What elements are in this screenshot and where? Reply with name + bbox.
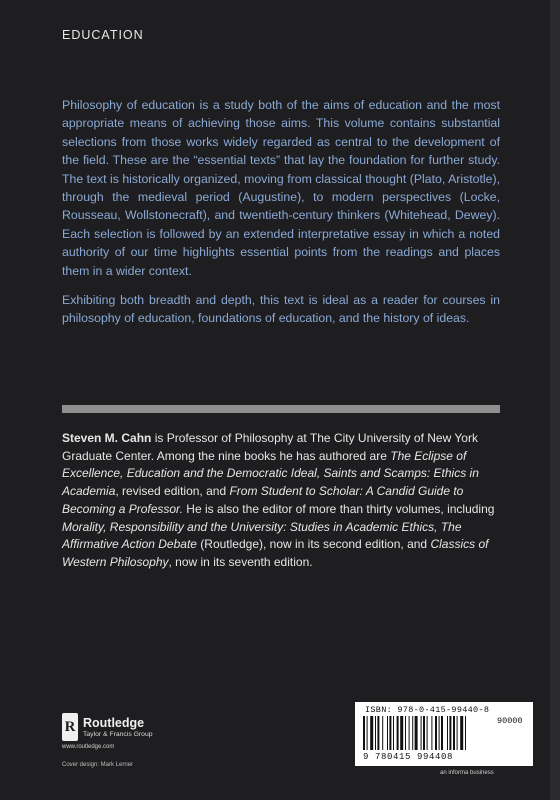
description-paragraph: Philosophy of education is a study both of the aims of education and the most appropriate means of achieving those aims. This volume contains substantial selections from those works widely regarded as central to the development of the field. These are the “essential texts” that lay the foundation for further study. The text is historically organized, moving from classical thought (Plato, Aristotle), through the medieval period (Augustine), to modern perspectives (Locke, Rousseau, Wollstonecraft), and twentieth-century thinkers (Whitehead, Dewey). Each selection is followed by an extended interpretative essay in which a noted authority of our time highlights essential points from the readings and places them in a wider context.: [62, 98, 500, 278]
description-paragraph: Exhibiting both breadth and depth, this text is ideal as a reader for courses in philosophy of education, foundations of education, and the history of ideas.: [62, 293, 500, 326]
routledge-logo-icon: R: [62, 713, 78, 741]
barcode-bar: [421, 716, 422, 750]
publisher-group: Taylor & Francis Group: [83, 730, 153, 738]
barcode-bar: [415, 716, 418, 750]
barcode-bar: [435, 716, 437, 750]
barcode-bar: [377, 716, 379, 750]
barcode-bar: [412, 716, 413, 750]
book-titles: Morality, Responsibility and the University: Studies in Academic Ethics, The Affirmative Action Debate: [62, 519, 462, 552]
book-title: From Student to Scholar: A Candid Guide to Becoming a Professor.: [62, 484, 464, 516]
author-name: Steven M. Cahn: [62, 431, 152, 445]
barcode-bar: [363, 716, 365, 750]
ean-number: 9 780415 994408: [363, 752, 454, 762]
publisher-logo: [62, 713, 153, 741]
book-description: [62, 96, 500, 339]
bio-text: , now in its seventh edition.: [168, 554, 313, 569]
barcode-bar: [387, 716, 388, 750]
bio-text: (Routledge), now in its second edition, and: [196, 537, 431, 552]
barcode-bar: [367, 716, 368, 750]
book-titles: The Eclipse of Excellence, Education and the Democratic Ideal, Saints and Scamps: Ethics in Academia: [62, 448, 479, 499]
informa-tagline: an informa business: [440, 770, 494, 776]
bio-text: , revised edition, and: [115, 484, 230, 499]
publisher-url: www.routledge.com: [62, 744, 115, 750]
barcode-bar: [370, 716, 373, 750]
barcode-bar: [397, 716, 399, 750]
cover-credit: Cover design: Mark Lerner: [62, 762, 134, 768]
barcode-icon: [363, 716, 493, 750]
publisher-name: Routledge: [83, 715, 145, 730]
bio-text: is Professor of Philosophy at The City University of New York Graduate Center. Among the nine books he has authored are: [62, 431, 478, 463]
isbn-number: ISBN: 978-0-415-99440-8: [365, 705, 490, 715]
barcode-bar: [423, 716, 425, 750]
barcode-bar: [447, 716, 448, 750]
barcode-bar: [465, 716, 466, 750]
barcode-bar: [409, 716, 410, 750]
barcode-bar: [460, 716, 463, 750]
barcode-bar: [427, 716, 428, 750]
barcode-bar: [400, 716, 403, 750]
barcode-bar: [382, 716, 383, 750]
price-code: 90000: [497, 716, 523, 726]
barcode-bar: [405, 716, 406, 750]
barcode-label: [355, 702, 533, 766]
barcode-bar: [439, 716, 440, 750]
book-title: Classics of Western Philosophy: [62, 537, 489, 569]
barcode-bar: [375, 716, 376, 750]
author-bio: [62, 430, 500, 572]
barcode-bar: [453, 716, 455, 750]
section-divider: [62, 405, 500, 413]
barcode-bar: [431, 716, 432, 750]
barcode-bar: [449, 716, 451, 750]
barcode-bar: [441, 716, 443, 750]
barcode-bar: [389, 716, 391, 750]
category-label: EDUCATION: [62, 28, 144, 42]
bio-text: He is also the editor of more than thirty volumes, including: [182, 501, 495, 516]
spine-edge: [550, 0, 560, 800]
barcode-bar: [457, 716, 458, 750]
barcode-bar: [393, 716, 394, 750]
